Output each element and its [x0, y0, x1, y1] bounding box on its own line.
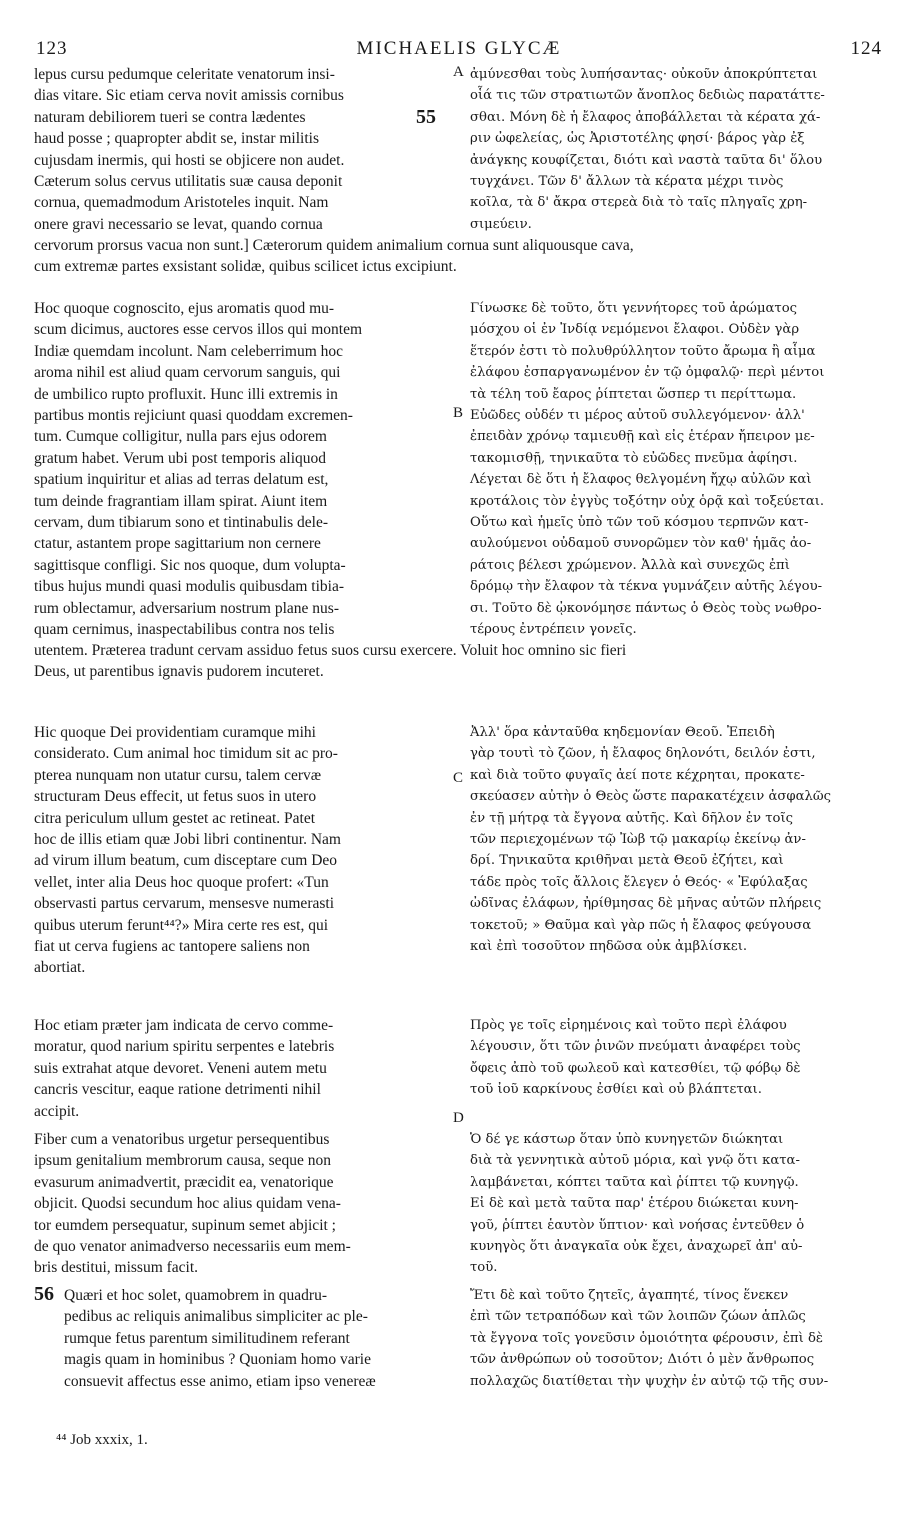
latin-paragraph-4: Hoc etiam præter jam indicata de cervo comme- moratur, quod narium spiritu serpentes e latebris suis extrahat atque devoret. Veneni autem metu cancris vescitur, eaque ratione detrimenti nihil accipit. [34, 1017, 335, 1120]
margin-marker-c: C [453, 770, 464, 786]
margin-marker-d: D [453, 1110, 464, 1126]
section-number-55: 55 [416, 106, 436, 128]
greek-paragraph-3: Ἀλλ' ὅρα κἀνταῦθα κηδεμονίαν Θεοῦ. Ἐπειδὴ γὰρ τουτὶ τὸ ζῶον, ἡ ἔλαφος δηλονότι, δειλόν ἐστι, καὶ διὰ τοῦτο φυγαῖς ἀεί ποτε κέχρηται, προκατε- σκεύασεν αὐτὴν ὁ Θεὸς ὥστε παρακατέχειν ἀσφαλῶς ἐν τῇ μήτρᾳ τὰ ἔγγονα αὐτῆς. Καὶ δῆλον ἐν τοῖς τῶν περιεχομένων τῷ Ἰὼβ τῷ μακαρίῳ ἐκείνῳ ἀν- δρί. Τηνικαῦτα κριθῆναι μετὰ Θεοῦ ἐζήτει, καὶ τάδε πρὸς τοῖς ἄλλοις ἔλεγεν ὁ Θεός· « Ἐφύλαξας ὠδῖνας ἐλάφων, ἠρίθμησας δὲ μῆνας αὐτῶν πλήρεις τοκετοῦ; » Θαῦμα καὶ γὰρ πῶς ἡ ἔλαφος φεύγουσα καὶ ἐπὶ τοσοῦτον πηδῶσα οὐκ ἀμβλίσκει. [470, 725, 831, 955]
margin-marker-b: B [453, 405, 464, 421]
running-title: MICHAELIS GLYCÆ [356, 38, 562, 59]
margin-marker-a: A [453, 64, 464, 80]
latin-paragraph-2: Hoc quoque cognoscito, ejus aromatis quod mu- scum dicimus, auctores esse cervos illos qui montem Indiæ quemdam incolunt. Nam celeberrimum hoc aroma nihil est aliud quam cervorum sanguis, qui de umbilico rupto profluxit. Hunc illi extremis in partibus montis rejiciunt quasi quoddam excremen- tum. Cumque colligitur, nulla pars ejus odorem gratum habet. Verum ubi post temporis aliquod spatium inquiritur et alias ad terras delatum est, tum deinde fragrantiam illam spirat. Aiunt item cervam, dum tibiarum sono et tintinabulis dele- ctatur, astantem prope sagittarium non cernere sagittisque confligi. Sic nos quoque, dum volupta- tibus hujus mundi quasi modulis quibusdam tibia- rum oblectamur, adversarium nostrum plane nus- quam cernimus, inaspectabilibus contra nos telis [34, 300, 363, 639]
latin-paragraph-3: Hic quoque Dei providentiam curamque mihi considerato. Cum animal hoc timidum sit ac pro- pterea nunquam non utatur cursu, talem cervæ structuram Deus effecit, ut fetus suos in utero citra periculum ullum gestet ac retineat. Patet hoc de illis etiam quæ Jobi libri continentur. Nam ad virum illum beatum, cum disceptare cum Deo vellet, inter alia Deus hoc quoque profert: «Tun observasti partus cervarum, mensesve numerasti quibus uterum ferunt⁴⁴?» Mira certe res est, qui fiat ut cerva fugiens ac tantopere saliens non abortiat. [34, 724, 341, 977]
full-width-line-1: cervorum prorsus vacua non sunt.] Cæterorum quidem animalium cornua sunt aliquousque cava, cum extremæ partes exsistant solidæ, quibus scilicet ictus excipiunt. [34, 237, 634, 276]
latin-paragraph-6: Quæri et hoc solet, quamobrem in quadru- pedibus ac reliquis animalibus simpliciter ac ple- rumque fetus parentum similitudinem referant magis quam in hominibus ? Quoniam homo varie consuevit affectus esse animo, etiam ipso venereæ [64, 1287, 376, 1390]
right-page-number: 124 [850, 38, 882, 59]
latin-paragraph-5: Fiber cum a venatoribus urgetur persequentibus ipsum genitalium membrorum causa, seque non evasurum animadvertit, præcidit ea, venatorique objicit. Quodsi secundum hoc alius quidam vena- tor eumdem persequatur, supinum semet abjicit ; de quo venator animadverso necessariis eum mem- bris destitui, missum facit. [34, 1131, 351, 1277]
greek-paragraph-2: Γίνωσκε δὲ τοῦτο, ὅτι γεννήτορες τοῦ ἀρώματος μόσχου οἱ ἐν Ἰνδίᾳ νεμόμενοι ἔλαφοι. Οὐδὲν γὰρ ἕτερόν ἐστι τὸ πολυθρύλλητον τοῦτο ἄρωμα ἢ αἷμα ἐλάφου ἐσπαργανωμένον ἐν τῷ ὀμφαλῷ· περὶ μέντοι τὰ τέλη τοῦ ἔαρος ῥίπτεται ὥσπερ τι περίττωμα. Εὐῶδες οὐδέν τι μέρος αὐτοῦ συλλεγόμενον· ἀλλ' ἐπειδὰν χρόνῳ ταμιευθῇ καὶ εἰς ἑτέραν ἤπειρον με- τακομισθῇ, τηνικαῦτα τὸ εὐῶδες πνεῦμα ἀφίησι. Λέγεται δὲ ὅτι ἡ ἔλαφος θελγομένη ἤχῳ αὐλῶν καὶ κροτάλοις τὸν ἐγγὺς τοξότην οὐχ ὁρᾷ καὶ τοξεύεται. Οὕτω καὶ ἡμεῖς ὑπὸ τῶν τοῦ κόσμου τερπνῶν κατ- αυλούμενοι οὐδαμοῦ συνορῶμεν τὸν καθ' ἡμᾶς ἀο- ράτοις βέλεσι χρώμενον. Ἀλλὰ καὶ συνεχῶς ἐπὶ δρόμῳ τὴν ἔλαφον τὰ τέκνα γυμνάζειν αὐτῆς λέγου- σι. Τοῦτο δὲ ᾠκονόμησε πάντως ὁ Θεὸς τοὺς νωθρο- τέρους ἐντρέπειν γονεῖς. [470, 301, 825, 638]
greek-paragraph-4: Πρὸς γε τοῖς εἰρημένοις καὶ τοῦτο περὶ ἐλάφου λέγουσιν, ὅτι τῶν ῥινῶν πνεύματι ἀναφέρει τοὺς ὄφεις ἀπὸ τοῦ φωλεοῦ καὶ κατεσθίει, τῷ φόβῳ δὲ τοῦ ἰοῦ καρκίνους ἐσθίει καὶ οὐ βλάπτεται. [470, 1018, 801, 1098]
running-header [36, 38, 882, 64]
left-page-number: 123 [36, 38, 68, 59]
greek-paragraph-6: Ἔτι δὲ καὶ τοῦτο ζητεῖς, ἀγαπητέ, τίνος ἕνεκεν ἐπὶ τῶν τετραπόδων καὶ τῶν λοιπῶν ζώων ἁπλῶς τὰ ἔγγονα τοῖς γονεῦσιν ὁμοιότητα φέρουσιν, ἐπὶ δὲ τῶν ἀνθρώπων οὐ τοσοῦτον; Διότι ὁ μὲν ἄνθρωπος πολλαχῶς διατίθεται τὴν ψυχὴν ἐν αὐτῷ τῷ τῆς συν- [470, 1288, 829, 1389]
greek-paragraph-5: Ὁ δέ γε κάστωρ ὅταν ὑπὸ κυνηγετῶν διώκηται διὰ τὰ γεννητικὰ αὐτοῦ μόρια, καὶ γνῷ ὅτι κατα- λαμβάνεται, κόπτει ταῦτα καὶ ῥίπτει τῷ κυνηγῷ. Εἰ δὲ καὶ μετὰ ταῦτα παρ' ἑτέρου διώκεται κυνη- γοῦ, ῥίπτει ἑαυτὸν ὕπτιον· καὶ νοήσας ἐντεῦθεν ὁ κυνηγὸς ὅτι ἀναγκαῖα οὐκ ἔχει, ἀναχωρεῖ ἀπ' αὐ- τοῦ. [470, 1132, 805, 1276]
section-number-56: 56 [34, 1283, 54, 1305]
full-width-line-2: utentem. Præterea tradunt cervam assiduo fetus suos cursu exercere. Voluit hoc omnino sic fieri Deus, ut parentibus ignavis pudorem incuteret. [34, 642, 627, 681]
greek-paragraph-1: ἀμύνεσθαι τοὺς λυπήσαντας· οὐκοῦν ἀποκρύπτεται οἷά τις τῶν στρατιωτῶν ἄνοπλος δεδιὼς παρατάττε- σθαι. Μόνη δὲ ἡ ἔλαφος ἀποβάλλεται τὰ κέρατα χά- ριν ὠφελείας, ὡς Ἀριστοτέλης φησί· βάρος γὰρ ἐξ ἀνάγκης κουφίζεται, διότι καὶ ναστὰ ταῦτα δι' ὅλου τυγχάνει. Τῶν δ' ἄλλων τὰ κέρατα μέχρι τινὸς κοῖλα, τὰ δ' ἄκρα στερεὰ διὰ τὸ ταῖς πληγαῖς χρη- σιμεύειν. [470, 67, 825, 232]
latin-paragraph-1: lepus cursu pedumque celeritate venatorum insi- dias vitare. Sic etiam cerva novit amissis cornibus naturam debiliorem tueri se contra lædentes haud posse ; quapropter abdit se, instar militis cujusdam inermis, qui hosti se objicere non audet. Cæterum solus cervus utilitatis suæ causa deponit cornua, quemadmodum Aristoteles inquit. Nam onere gravi necessario se levat, quando cornua [34, 66, 345, 233]
footnote: ⁴⁴ Job xxxix, 1. [56, 1432, 148, 1448]
